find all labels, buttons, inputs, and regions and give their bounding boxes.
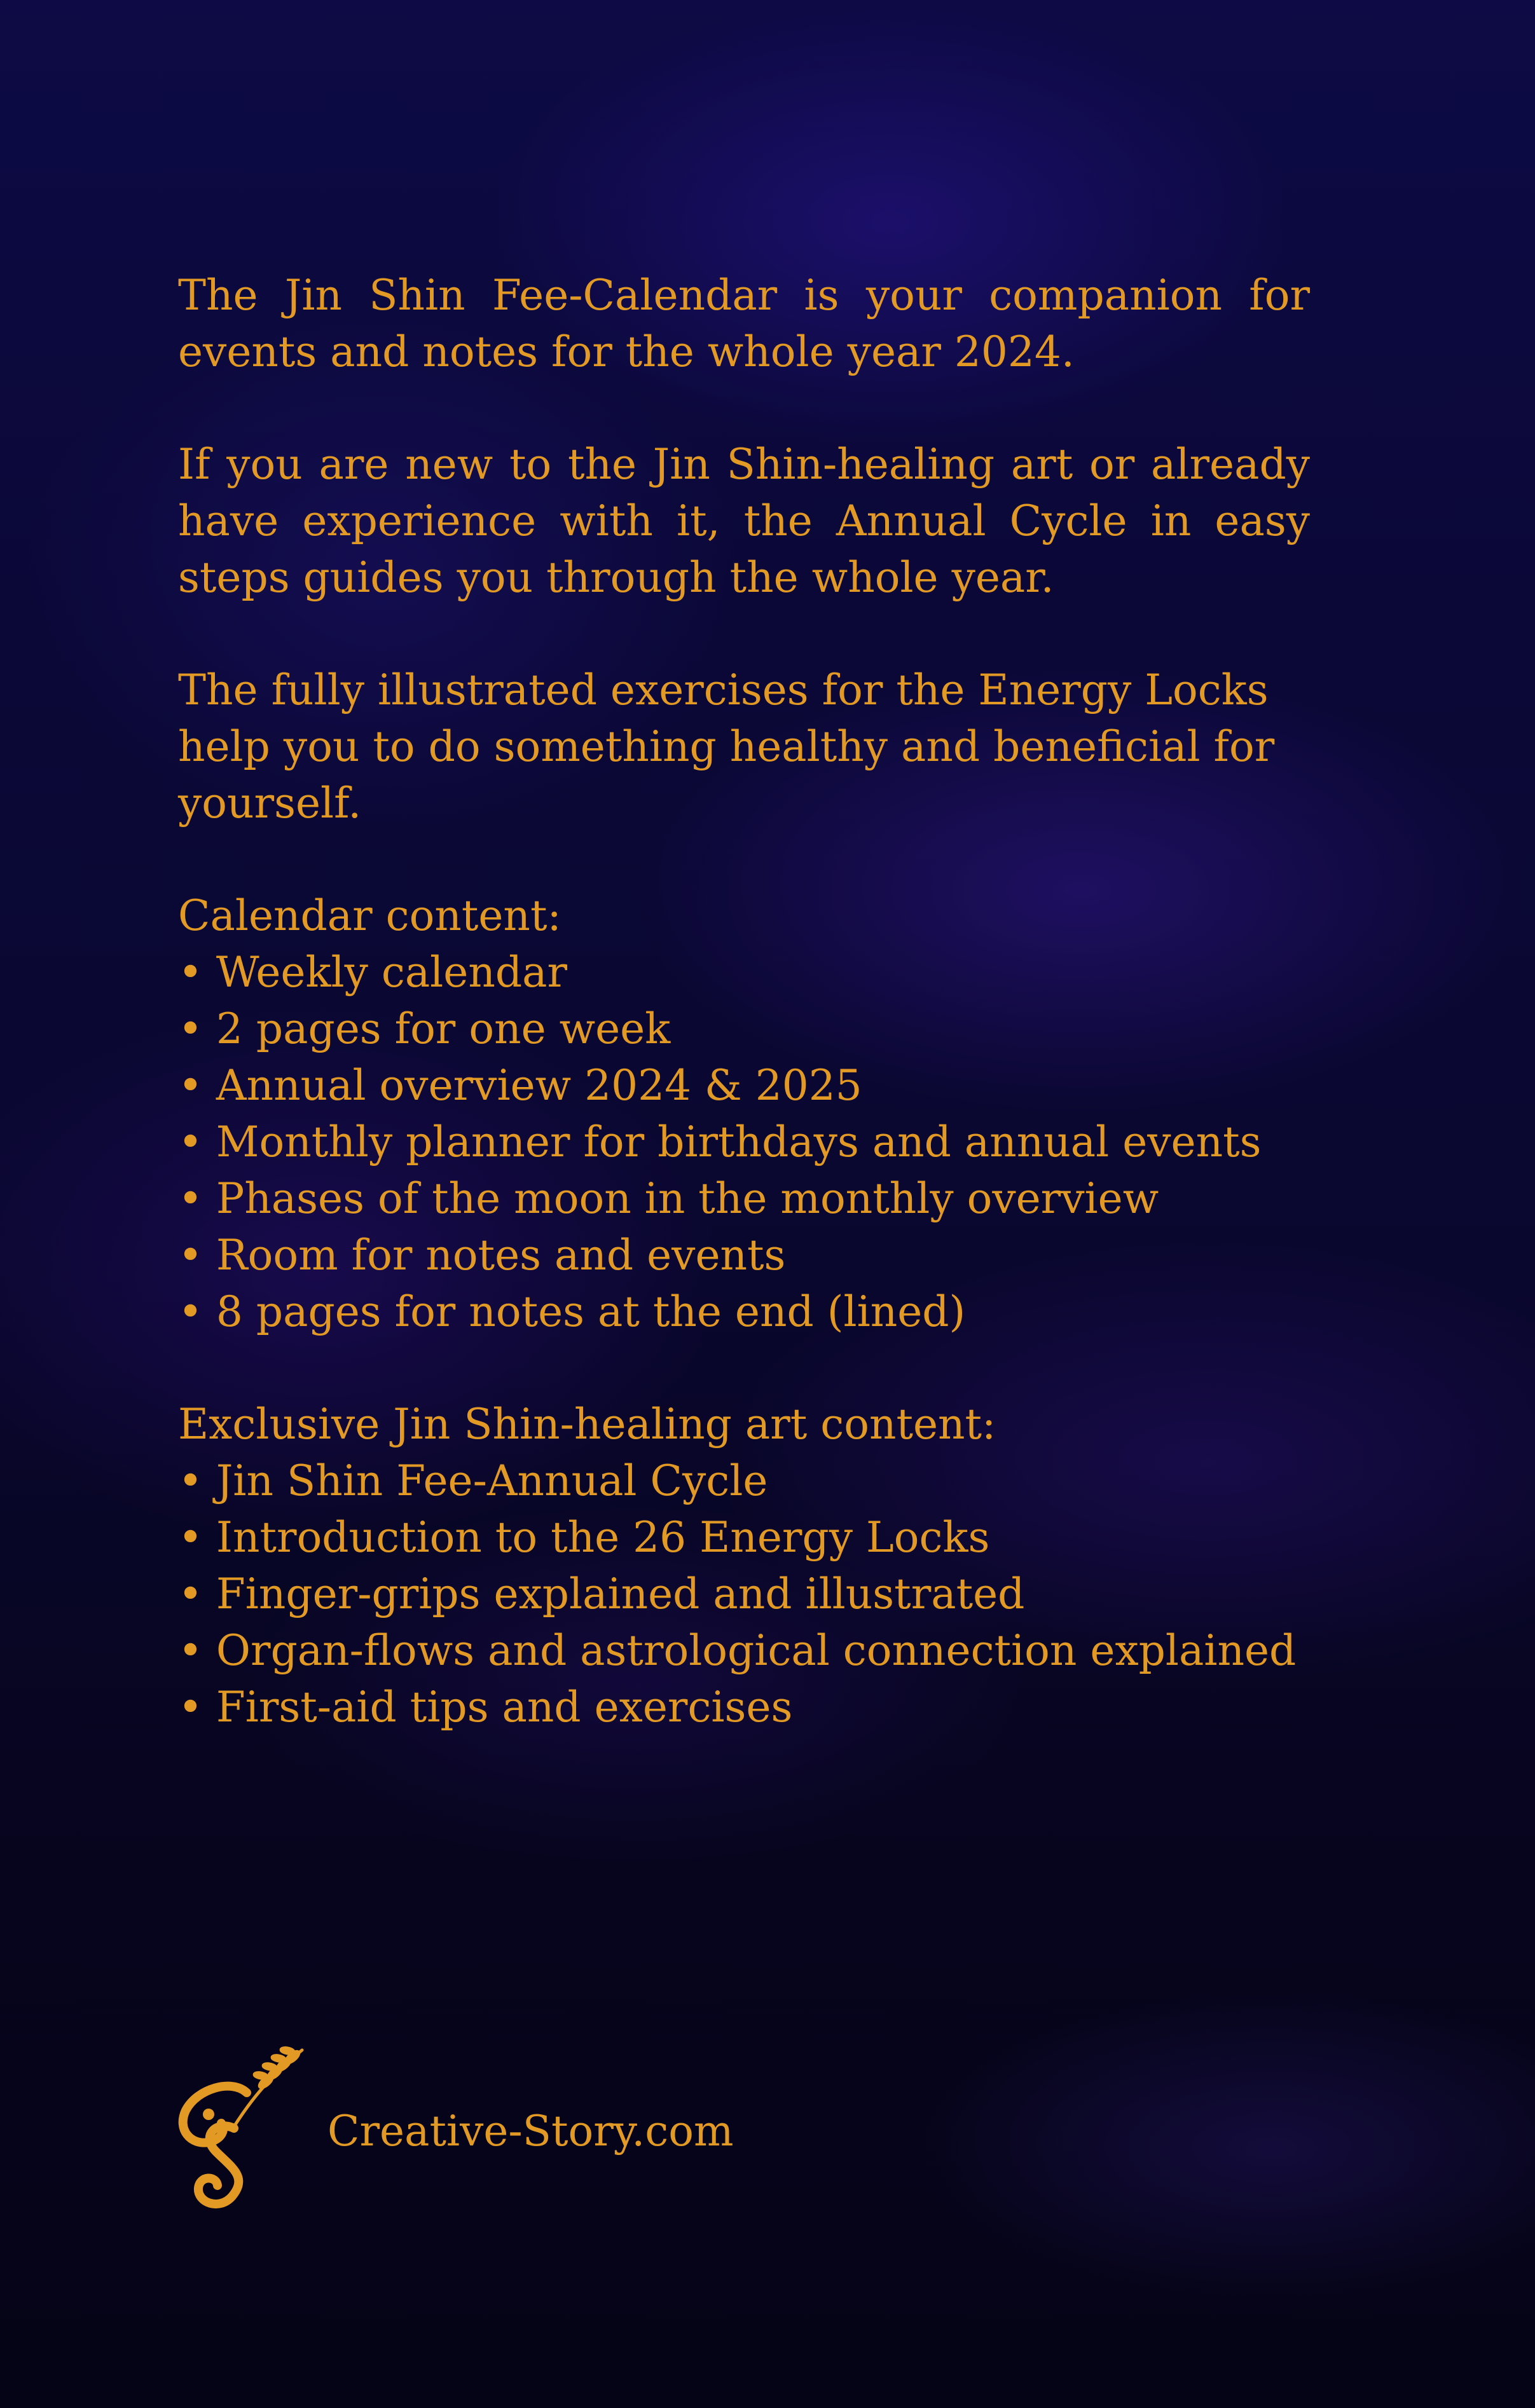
jinshin-content-list [178, 1453, 1310, 1735]
cs-monogram-icon [172, 2034, 312, 2212]
website-link[interactable]: Creative-Story.com [327, 2107, 734, 2156]
list-item: • Jin Shin Fee-Annual Cycle [178, 1453, 1310, 1509]
list-item: • 2 pages for one week [178, 1001, 1310, 1057]
list-item: • Organ-flows and astrological connection explained [178, 1622, 1310, 1679]
jinshin-content-title: Exclusive Jin Shin-healing art content: [178, 1400, 996, 1449]
description-text-block [178, 267, 1310, 1791]
calendar-content-list [178, 944, 1310, 1340]
intro-paragraph: The Jin Shin Fee-Calendar is your companion for events and notes for the whole year 2024. [178, 271, 1310, 376]
list-item: • Introduction to the 26 Energy Locks [178, 1509, 1310, 1566]
list-item: • Annual overview 2024 & 2025 [178, 1057, 1310, 1114]
list-item: • First-aid tips and exercises [178, 1679, 1310, 1735]
list-item: • Monthly planner for birthdays and annual events [178, 1114, 1310, 1170]
jinshin-content-section [178, 1396, 1310, 1735]
list-item: • Weekly calendar [178, 944, 1310, 1001]
annual-cycle-paragraph: If you are new to the Jin Shin-healing art or already have experience with it, the Annual Cycle in easy steps guides you through the whole year. [178, 440, 1310, 602]
energy-locks-paragraph: The fully illustrated exercises for the Energy Locks help you to do something healthy and beneficial for yourself. [178, 666, 1275, 828]
calendar-content-title: Calendar content: [178, 891, 561, 940]
list-item: • Room for notes and events [178, 1227, 1310, 1283]
list-item: • 8 pages for notes at the end (lined) [178, 1283, 1310, 1340]
list-item: • Finger-grips explained and illustrated [178, 1566, 1310, 1622]
calendar-content-section [178, 887, 1310, 1340]
list-item: • Phases of the moon in the monthly overview [178, 1170, 1310, 1227]
